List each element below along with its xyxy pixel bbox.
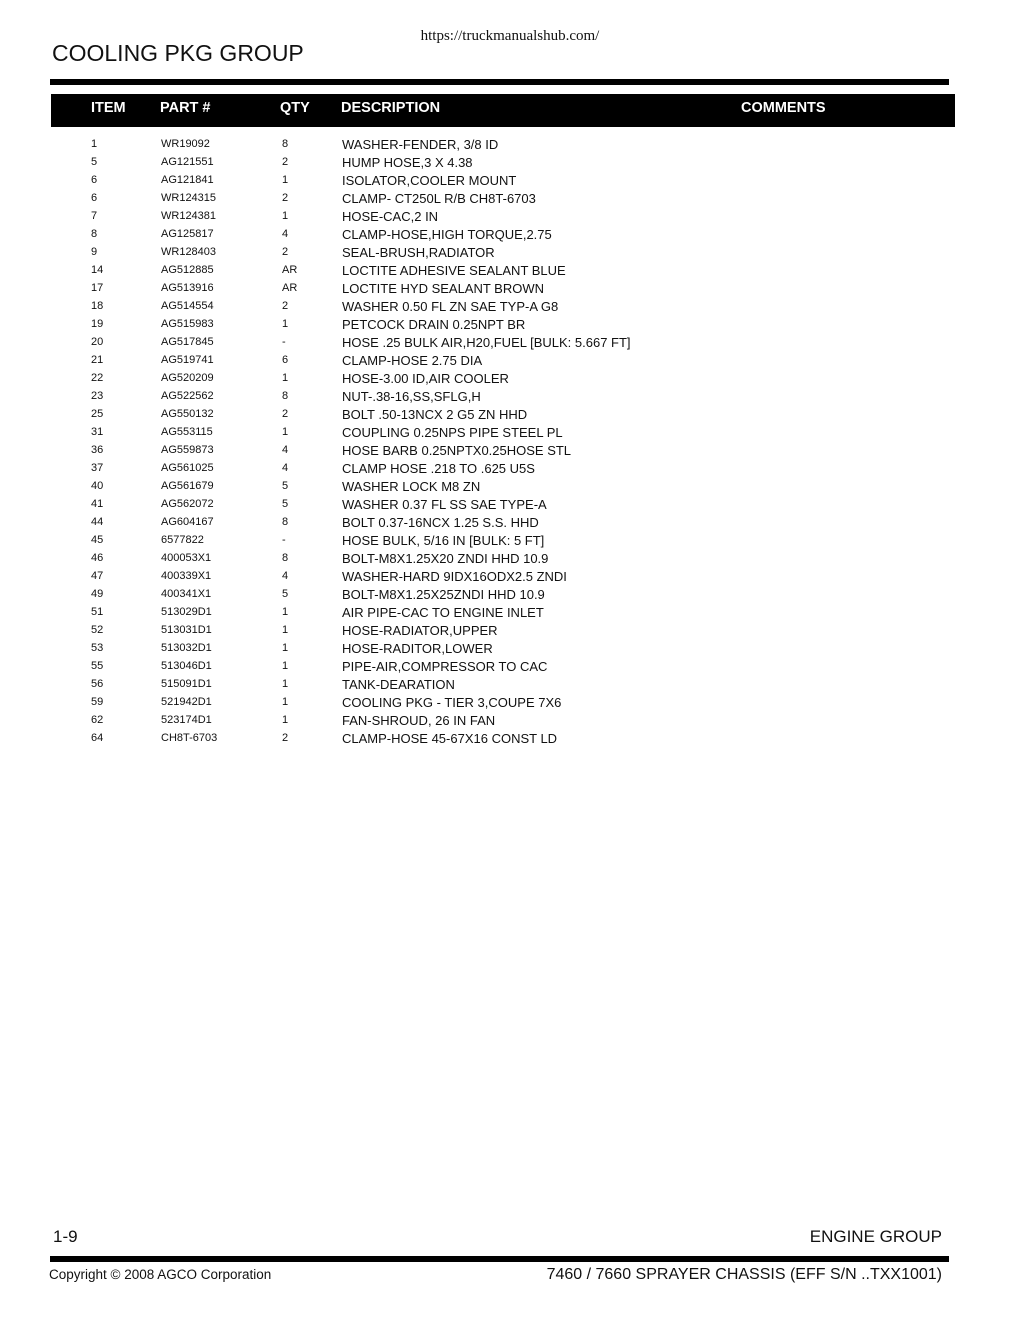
quantity: 8 xyxy=(282,138,289,150)
part-number: AG125817 xyxy=(161,228,214,240)
part-number: 513046D1 xyxy=(161,660,212,672)
part-number: 513032D1 xyxy=(161,642,212,654)
description: HOSE-3.00 ID,AIR COOLER xyxy=(342,371,509,386)
part-number: CH8T-6703 xyxy=(161,732,218,744)
description: WASHER-HARD 9IDX16ODX2.5 ZNDI xyxy=(342,569,567,584)
description: CLAMP-HOSE 45-67X16 CONST LD xyxy=(342,731,558,746)
section-name: ENGINE GROUP xyxy=(809,1227,942,1246)
item-number: 23 xyxy=(91,390,104,402)
table-row xyxy=(0,226,1020,244)
description: BOLT-M8X1.25X25ZNDI HHD 10.9 xyxy=(342,587,545,602)
part-number: AG517845 xyxy=(161,336,214,348)
quantity: 1 xyxy=(282,606,289,618)
table-row xyxy=(0,640,1020,658)
item-number: 46 xyxy=(91,552,104,564)
description: NUT-.38-16,SS,SFLG,H xyxy=(342,389,481,404)
item-number: 6 xyxy=(91,192,98,204)
item-number: 6 xyxy=(91,174,98,186)
quantity: 1 xyxy=(282,678,289,690)
quantity: 1 xyxy=(282,210,289,222)
column-header-part: PART # xyxy=(160,100,211,116)
item-number: 53 xyxy=(91,642,104,654)
table-row xyxy=(0,514,1020,532)
quantity: 2 xyxy=(282,192,289,204)
quantity: - xyxy=(282,336,286,348)
part-number: WR19092 xyxy=(161,138,210,150)
quantity: 5 xyxy=(282,480,289,492)
part-number: 521942D1 xyxy=(161,696,212,708)
description: BOLT-M8X1.25X20 ZNDI HHD 10.9 xyxy=(342,551,549,566)
quantity: 5 xyxy=(282,498,289,510)
column-header-item: ITEM xyxy=(91,100,126,116)
item-number: 55 xyxy=(91,660,104,672)
part-number: WR124315 xyxy=(161,192,217,204)
item-number: 21 xyxy=(91,354,104,366)
quantity: 1 xyxy=(282,426,289,438)
item-number: 8 xyxy=(91,228,98,240)
table-row xyxy=(0,406,1020,424)
quantity: 2 xyxy=(282,246,289,258)
description: HOSE BULK, 5/16 IN [BULK: 5 FT] xyxy=(342,533,545,548)
description: WASHER-FENDER, 3/8 ID xyxy=(342,137,499,152)
description: FAN-SHROUD, 26 IN FAN xyxy=(342,713,496,728)
item-number: 18 xyxy=(91,300,104,312)
part-number: AG121551 xyxy=(161,156,214,168)
description: SEAL-BRUSH,RADIATOR xyxy=(342,245,495,260)
table-row xyxy=(0,370,1020,388)
description: COOLING PKG - TIER 3,COUPE 7X6 xyxy=(342,695,562,710)
table-row xyxy=(0,424,1020,442)
table-row xyxy=(0,658,1020,676)
item-number: 37 xyxy=(91,462,104,474)
quantity: 8 xyxy=(282,390,289,402)
description: COUPLING 0.25NPS PIPE STEEL PL xyxy=(342,425,563,440)
description: HOSE-CAC,2 IN xyxy=(342,209,439,224)
parts-table-body xyxy=(0,136,1020,748)
description: PETCOCK DRAIN 0.25NPT BR xyxy=(342,317,526,332)
part-number: AG604167 xyxy=(161,516,214,528)
item-number: 7 xyxy=(91,210,98,222)
quantity: 1 xyxy=(282,714,289,726)
item-number: 19 xyxy=(91,318,104,330)
table-row xyxy=(0,496,1020,514)
part-number: AG561025 xyxy=(161,462,214,474)
quantity: 2 xyxy=(282,408,289,420)
copyright-notice: Copyright © 2008 AGCO Corporation xyxy=(49,1267,272,1282)
quantity: 5 xyxy=(282,588,289,600)
item-number: 45 xyxy=(91,534,104,546)
quantity: 4 xyxy=(282,444,289,456)
quantity: 2 xyxy=(282,156,289,168)
quantity: 1 xyxy=(282,642,289,654)
page-number: 1-9 xyxy=(53,1227,78,1246)
description: LOCTITE HYD SEALANT BROWN xyxy=(342,281,545,296)
part-number: 400341X1 xyxy=(161,588,212,600)
description: WASHER 0.50 FL ZN SAE TYP-A G8 xyxy=(342,299,559,314)
quantity: 2 xyxy=(282,300,289,312)
table-row xyxy=(0,568,1020,586)
part-number: WR128403 xyxy=(161,246,217,258)
part-number: AG562072 xyxy=(161,498,214,510)
item-number: 52 xyxy=(91,624,104,636)
table-row xyxy=(0,694,1020,712)
table-row xyxy=(0,550,1020,568)
item-number: 20 xyxy=(91,336,104,348)
part-number: AG522562 xyxy=(161,390,214,402)
part-number: 6577822 xyxy=(161,534,204,546)
description: AIR PIPE-CAC TO ENGINE INLET xyxy=(342,605,544,620)
table-row xyxy=(0,478,1020,496)
part-number: 400053X1 xyxy=(161,552,212,564)
table-row xyxy=(0,532,1020,550)
item-number: 9 xyxy=(91,246,98,258)
top-divider xyxy=(50,79,949,85)
quantity: 4 xyxy=(282,462,289,474)
description: HOSE-RADITOR,LOWER xyxy=(342,641,493,656)
description: HOSE-RADIATOR,UPPER xyxy=(342,623,498,638)
item-number: 36 xyxy=(91,444,104,456)
table-row xyxy=(0,622,1020,640)
item-number: 5 xyxy=(91,156,98,168)
quantity: 1 xyxy=(282,624,289,636)
item-number: 56 xyxy=(91,678,104,690)
table-row xyxy=(0,316,1020,334)
table-row xyxy=(0,280,1020,298)
table-row xyxy=(0,442,1020,460)
table-row xyxy=(0,334,1020,352)
description: LOCTITE ADHESIVE SEALANT BLUE xyxy=(342,263,566,278)
table-row xyxy=(0,712,1020,730)
table-row xyxy=(0,136,1020,154)
item-number: 17 xyxy=(91,282,104,294)
column-header-comments: COMMENTS xyxy=(741,100,826,116)
item-number: 64 xyxy=(91,732,104,744)
page-title: COOLING PKG GROUP xyxy=(52,40,304,66)
part-number: AG515983 xyxy=(161,318,214,330)
description: WASHER LOCK M8 ZN xyxy=(342,479,481,494)
quantity: 1 xyxy=(282,660,289,672)
part-number: 513031D1 xyxy=(161,624,212,636)
part-number: AG514554 xyxy=(161,300,214,312)
item-number: 25 xyxy=(91,408,104,420)
table-header xyxy=(51,94,955,127)
column-header-description: DESCRIPTION xyxy=(341,100,441,116)
description: PIPE-AIR,COMPRESSOR TO CAC xyxy=(342,659,548,674)
item-number: 59 xyxy=(91,696,104,708)
description: CLAMP-HOSE,HIGH TORQUE,2.75 xyxy=(342,227,552,242)
quantity: AR xyxy=(282,282,298,294)
quantity: 1 xyxy=(282,318,289,330)
description: WASHER 0.37 FL SS SAE TYPE-A xyxy=(342,497,547,512)
description: HUMP HOSE,3 X 4.38 xyxy=(342,155,473,170)
item-number: 62 xyxy=(91,714,104,726)
table-row xyxy=(0,208,1020,226)
part-number: AG519741 xyxy=(161,354,214,366)
item-number: 47 xyxy=(91,570,104,582)
quantity: - xyxy=(282,534,286,546)
model-info: 7460 / 7660 SPRAYER CHASSIS (EFF S/N ..TXX1001) xyxy=(546,1266,942,1283)
part-number: AG121841 xyxy=(161,174,214,186)
item-number: 49 xyxy=(91,588,104,600)
quantity: 6 xyxy=(282,354,289,366)
quantity: 1 xyxy=(282,372,289,384)
quantity: 2 xyxy=(282,732,289,744)
description: ISOLATOR,COOLER MOUNT xyxy=(342,173,517,188)
part-number: AG520209 xyxy=(161,372,214,384)
quantity: 1 xyxy=(282,174,289,186)
part-number: 400339X1 xyxy=(161,570,212,582)
table-row xyxy=(0,388,1020,406)
item-number: 40 xyxy=(91,480,104,492)
quantity: AR xyxy=(282,264,298,276)
description: HOSE BARB 0.25NPTX0.25HOSE STL xyxy=(342,443,572,458)
part-number: 523174D1 xyxy=(161,714,212,726)
table-row xyxy=(0,244,1020,262)
table-row xyxy=(0,172,1020,190)
item-number: 31 xyxy=(91,426,104,438)
table-row xyxy=(0,298,1020,316)
source-url[interactable]: https://truckmanualshub.com/ xyxy=(420,28,600,44)
item-number: 51 xyxy=(91,606,104,618)
table-row xyxy=(0,262,1020,280)
description: HOSE .25 BULK AIR,H20,FUEL [BULK: 5.667 FT] xyxy=(342,335,631,350)
table-row xyxy=(0,352,1020,370)
description: CLAMP HOSE .218 TO .625 U5S xyxy=(342,461,535,476)
part-number: AG553115 xyxy=(161,426,213,438)
part-number: 513029D1 xyxy=(161,606,212,618)
item-number: 14 xyxy=(91,264,104,276)
part-number: AG559873 xyxy=(161,444,214,456)
description: CLAMP-HOSE 2.75 DIA xyxy=(342,353,483,368)
table-row xyxy=(0,730,1020,748)
item-number: 44 xyxy=(91,516,104,528)
item-number: 1 xyxy=(91,138,98,150)
part-number: AG512885 xyxy=(161,264,214,276)
item-number: 22 xyxy=(91,372,104,384)
item-number: 41 xyxy=(91,498,104,510)
quantity: 4 xyxy=(282,570,289,582)
part-number: AG513916 xyxy=(161,282,214,294)
quantity: 8 xyxy=(282,516,289,528)
bottom-divider xyxy=(50,1256,949,1262)
table-row xyxy=(0,154,1020,172)
table-row xyxy=(0,586,1020,604)
quantity: 1 xyxy=(282,696,289,708)
part-number: 515091D1 xyxy=(161,678,212,690)
part-number: WR124381 xyxy=(161,210,217,222)
part-number: AG550132 xyxy=(161,408,214,420)
quantity: 4 xyxy=(282,228,289,240)
table-row xyxy=(0,460,1020,478)
quantity: 8 xyxy=(282,552,289,564)
table-row xyxy=(0,604,1020,622)
part-number: AG561679 xyxy=(161,480,214,492)
table-row xyxy=(0,676,1020,694)
description: BOLT .50-13NCX 2 G5 ZN HHD xyxy=(342,407,528,422)
description: BOLT 0.37-16NCX 1.25 S.S. HHD xyxy=(342,515,539,530)
description: TANK-DEARATION xyxy=(342,677,455,692)
description: CLAMP- CT250L R/B CH8T-6703 xyxy=(342,191,536,206)
table-row xyxy=(0,190,1020,208)
column-header-qty: QTY xyxy=(280,100,310,116)
